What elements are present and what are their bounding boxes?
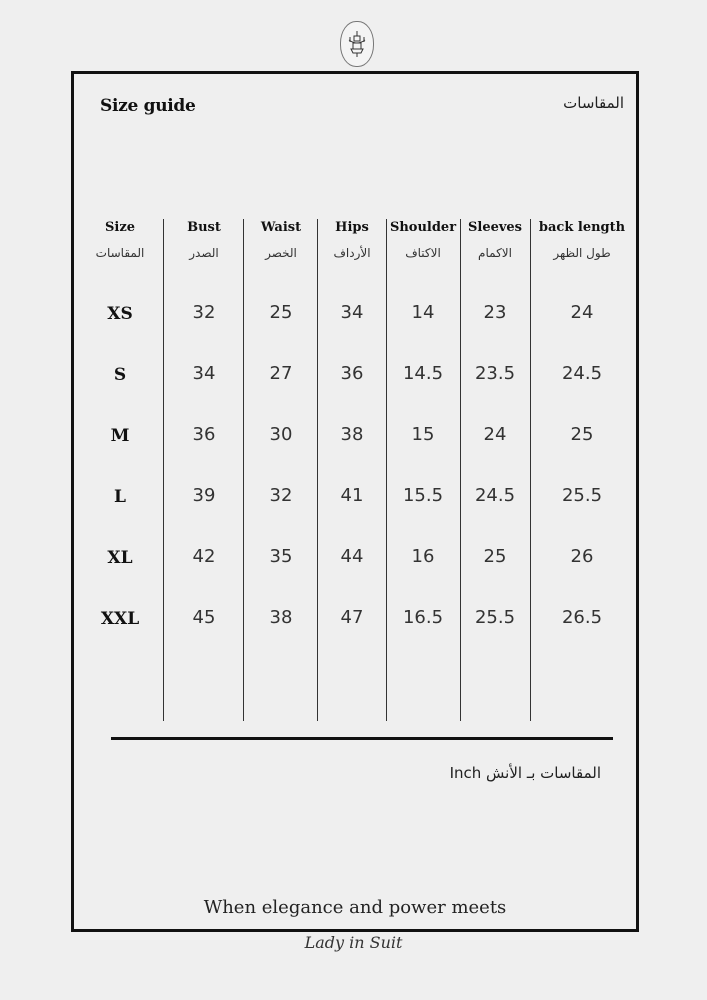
column-header: Shoulder [389, 220, 457, 235]
table-cell: 25 [570, 424, 594, 445]
table-cell: 25.5 [561, 485, 603, 506]
column-divider [386, 219, 387, 721]
table-cell: 14.5 [402, 363, 444, 384]
table-cell: 24 [483, 424, 507, 445]
table-cell: 32 [192, 302, 216, 323]
column-header-arabic: الاكتاف [405, 246, 441, 260]
table-cell: 24.5 [474, 485, 516, 506]
table-cell: 24.5 [561, 363, 603, 384]
column-divider [243, 219, 244, 721]
tagline: When elegance and power meets [203, 897, 507, 918]
table-cell: 27 [269, 363, 293, 384]
chandelier-icon [341, 22, 373, 66]
page-title-arabic: المقاسات [563, 94, 624, 112]
table-cell: 16 [411, 546, 435, 567]
table-cell: 38 [269, 607, 293, 628]
table-cell: 25 [269, 302, 293, 323]
units-note: المقاسات بـ الأنش Inch [449, 764, 601, 782]
table-cell: 44 [340, 546, 364, 567]
table-cell: 35 [269, 546, 293, 567]
size-label: M [110, 426, 130, 446]
divider [111, 737, 613, 740]
table-cell: 42 [192, 546, 216, 567]
column-header: Hips [335, 220, 369, 235]
table-cell: 36 [340, 363, 364, 384]
column-header: Waist [260, 220, 302, 235]
table-cell: 30 [269, 424, 293, 445]
size-label: S [113, 365, 127, 385]
table-cell: 39 [192, 485, 216, 506]
size-label: XL [107, 548, 133, 568]
size-label: L [114, 487, 126, 507]
table-cell: 45 [192, 607, 216, 628]
table-cell: 34 [192, 363, 216, 384]
table-cell: 41 [340, 485, 364, 506]
column-header-arabic: الاكمام [478, 246, 512, 260]
table-cell: 16.5 [402, 607, 444, 628]
column-header: Bust [187, 220, 221, 235]
table-cell: 32 [269, 485, 293, 506]
table-cell: 23.5 [474, 363, 516, 384]
column-divider [460, 219, 461, 721]
column-divider [317, 219, 318, 721]
brand-signature: Lady in Suit [304, 933, 403, 952]
table-cell: 26.5 [561, 607, 603, 628]
column-header: Sleeves [467, 220, 523, 235]
column-divider [530, 219, 531, 721]
column-header-arabic: المقاسات [95, 246, 145, 260]
table-cell: 36 [192, 424, 216, 445]
size-label: XXL [100, 609, 140, 629]
brand-logo [340, 21, 374, 67]
table-cell: 24 [570, 302, 594, 323]
table-cell: 15 [411, 424, 435, 445]
table-cell: 14 [411, 302, 435, 323]
table-cell: 26 [570, 546, 594, 567]
column-header-arabic: الخصر [265, 246, 297, 260]
column-header-arabic: الصدر [189, 246, 219, 260]
table-cell: 38 [340, 424, 364, 445]
column-header-arabic: طول الظهر [553, 246, 611, 260]
table-cell: 34 [340, 302, 364, 323]
column-header: Size [105, 220, 135, 235]
column-header-arabic: الأرداف [333, 246, 371, 260]
column-header: back length [538, 220, 626, 235]
size-label: XS [107, 304, 133, 324]
table-cell: 25.5 [474, 607, 516, 628]
column-divider [163, 219, 164, 721]
table-cell: 15.5 [402, 485, 444, 506]
table-cell: 23 [483, 302, 507, 323]
size-guide-card [71, 71, 639, 932]
table-cell: 25 [483, 546, 507, 567]
table-cell: 47 [340, 607, 364, 628]
page-title: Size guide [100, 96, 196, 116]
